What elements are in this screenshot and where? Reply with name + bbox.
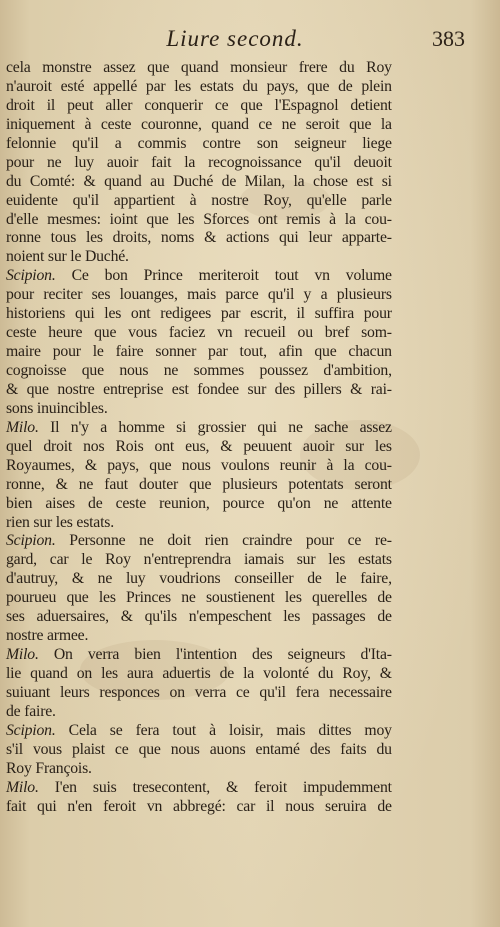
body-text bbox=[6, 59, 392, 817]
text-line bbox=[6, 608, 392, 627]
speaker-name: Milo. bbox=[6, 646, 39, 664]
text-line bbox=[6, 760, 392, 779]
text-line bbox=[6, 97, 392, 116]
line-text: bien aises de ceste reunion, pource qu'on ne attente bbox=[6, 494, 392, 512]
line-text: nostre armee. bbox=[6, 627, 89, 645]
line-text: pour reciter ses louanges, mais parce qu'il y a plusieurs bbox=[6, 286, 392, 304]
text-line bbox=[6, 305, 392, 324]
line-text: ronne tous les droits, noms & actions qui leur apparte- bbox=[6, 229, 392, 247]
line-text: ses aduersaires, & qu'ils n'empeschent les passages de bbox=[6, 608, 392, 626]
line-text: Cela se fera tout à loisir, mais dittes moy bbox=[68, 721, 392, 739]
text-line bbox=[6, 798, 392, 817]
line-text: On verra bien l'intention des seigneurs d'Ita- bbox=[53, 646, 392, 664]
line-text: & que nostre entreprise est fondee sur des pillers & rai- bbox=[6, 380, 392, 398]
dialogue-line-with-speaker bbox=[6, 646, 392, 665]
line-text: d'elle mesmes: ioint que les Sforces ont remis à la cou- bbox=[6, 210, 392, 228]
line-text: ceste heure que vous faciez vn recueil ou bref som- bbox=[6, 324, 392, 342]
line-text: pourueu que les Princes ne soustienent les querelles de bbox=[6, 589, 392, 607]
line-text: sons inuincibles. bbox=[6, 399, 108, 417]
text-line bbox=[6, 514, 392, 533]
dialogue-line-with-speaker bbox=[6, 722, 392, 741]
line-text: fait qui n'en feroit vn abbregé: car il nous seruira de bbox=[6, 797, 392, 815]
text-line bbox=[6, 589, 392, 608]
text-line bbox=[6, 741, 392, 760]
line-text: rien sur les estats. bbox=[6, 513, 114, 531]
text-line bbox=[6, 551, 392, 570]
line-text: cela monstre assez que quand monsieur frere du Roy bbox=[6, 59, 392, 76]
text-line bbox=[6, 59, 392, 78]
page-number: 383 bbox=[432, 26, 465, 51]
text-line bbox=[6, 570, 392, 589]
text-line bbox=[6, 248, 392, 267]
line-text: noient sur le Duché. bbox=[6, 248, 129, 266]
line-text: felonnie qu'il a commis contre son seigneur liege bbox=[6, 134, 392, 152]
text-line bbox=[6, 135, 392, 154]
speaker-name: Milo. bbox=[6, 418, 39, 436]
line-text: euidente qu'il appartient à nostre Roy, qu'elle parle bbox=[6, 191, 392, 209]
line-text: Ce bon Prince meriteroit tout vn volume bbox=[71, 267, 392, 285]
line-text: n'auroit esté appellé par les estats du pays, que de plein bbox=[6, 77, 392, 95]
speaker-name: Scipion. bbox=[6, 721, 56, 739]
text-line bbox=[6, 343, 392, 362]
line-text: du Comté: & quand au Duché de Milan, la chose est si bbox=[6, 172, 392, 190]
line-text: de faire. bbox=[6, 702, 56, 720]
line-text: Roy François. bbox=[6, 759, 92, 777]
line-text: lie quand on les aura aduertis de la volonté du Roy, & bbox=[6, 665, 392, 682]
text-line bbox=[6, 457, 392, 476]
dialogue-line-with-speaker bbox=[6, 419, 392, 438]
line-text: ronne, & ne faut douter que plusieurs potentats seront bbox=[6, 475, 392, 493]
dialogue-line-with-speaker bbox=[6, 779, 392, 798]
text-line bbox=[6, 173, 392, 192]
line-text: maire pour le faire sonner par tout, afin que chacun bbox=[6, 343, 392, 361]
text-line bbox=[6, 400, 392, 419]
text-line bbox=[6, 381, 392, 400]
line-text: s'il vous plaist ce que nous auons entamé des faits du bbox=[6, 740, 392, 758]
line-text: pour ne luy auoir fait la recognoissance qu'il deuoit bbox=[6, 153, 392, 171]
dialogue-line-with-speaker bbox=[6, 267, 392, 286]
line-text: Il n'y a homme si grossier qui ne sache assez bbox=[50, 418, 392, 436]
text-line bbox=[6, 476, 392, 495]
text-line bbox=[6, 154, 392, 173]
text-line bbox=[6, 192, 392, 211]
line-text: suiuant leurs responces on verra ce qu'il fera necessaire bbox=[6, 683, 392, 701]
text-line bbox=[6, 78, 392, 97]
line-text: cognoisse que nous ne sommes poussez d'ambition, bbox=[6, 362, 392, 379]
line-text: d'autruy, & ne luy voudrions conseiller de le faire, bbox=[6, 570, 392, 588]
text-line bbox=[6, 684, 392, 703]
line-text: quel droit nos Rois ont eus, & peuuent auoir sur les bbox=[6, 437, 392, 455]
line-text: gard, car le Roy n'entreprendra iamais sur les estats bbox=[6, 551, 392, 569]
text-line bbox=[6, 495, 392, 514]
text-line bbox=[6, 665, 392, 684]
text-line bbox=[6, 438, 392, 457]
text-line bbox=[6, 286, 392, 305]
running-head: Liure second. bbox=[166, 26, 304, 51]
line-text: Royaumes, & pays, que nous voulons reunir à la cou- bbox=[6, 456, 392, 474]
line-text: iniquement à ceste couronne, quand ce ne seroit que la bbox=[6, 115, 392, 133]
line-text: historiens qui les ont redigees par escrit, il suffira pour bbox=[6, 305, 392, 323]
text-line bbox=[6, 116, 392, 135]
line-text: I'en suis tresecontent, & feroit impudemment bbox=[54, 778, 392, 796]
dialogue-line-with-speaker bbox=[6, 532, 392, 551]
speaker-name: Milo. bbox=[6, 778, 39, 796]
text-line bbox=[6, 229, 392, 248]
text-line bbox=[6, 211, 392, 230]
line-text: droit il peut aller conquerir ce que l'Espagnol detient bbox=[6, 96, 392, 114]
text-line bbox=[6, 703, 392, 722]
text-line bbox=[6, 627, 392, 646]
line-text: Personne ne doit rien craindre pour ce re- bbox=[69, 532, 392, 550]
text-line bbox=[6, 324, 392, 343]
text-line bbox=[6, 362, 392, 381]
speaker-name: Scipion. bbox=[6, 532, 56, 550]
speaker-name: Scipion. bbox=[6, 267, 56, 285]
